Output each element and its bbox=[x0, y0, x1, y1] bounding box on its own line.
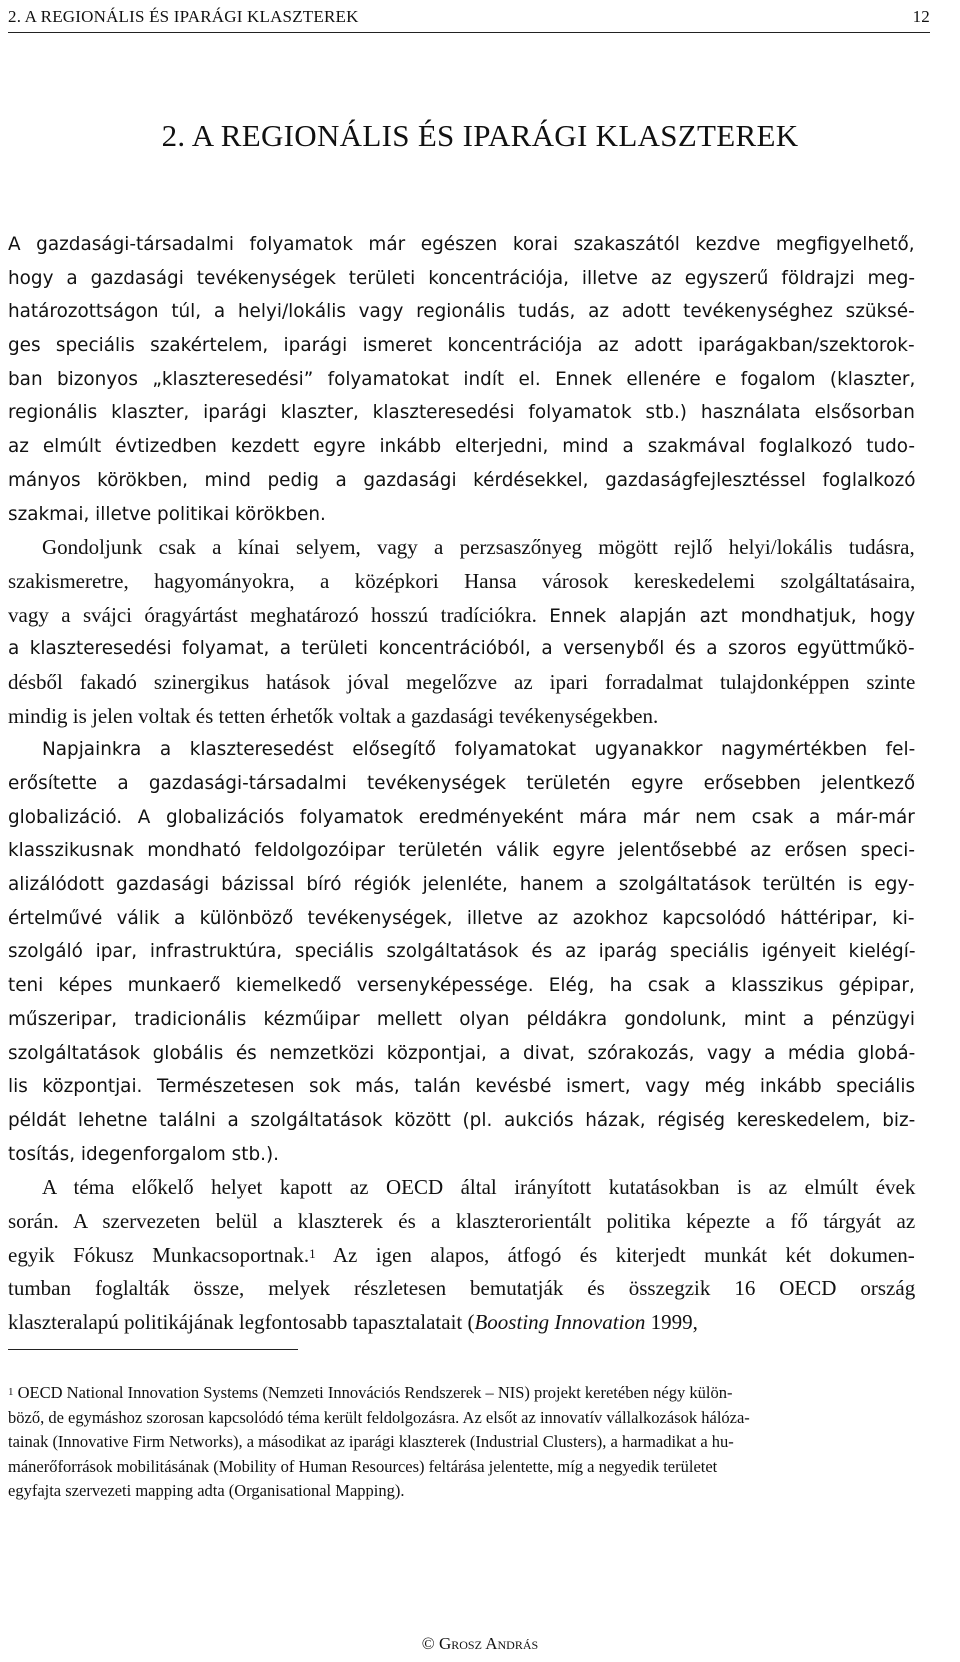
paragraph-2-line: Gondoljunk csak a kínai selyem, vagy a perzsaszőnyeg mögött rejlő helyi/lokális tudásra, bbox=[42, 535, 915, 560]
paragraph-2-line: szakismeretre, hagyományokra, a középkori Hansa városok kereskedelemi szolgáltatásaira, bbox=[8, 568, 916, 593]
paragraph-3-line: klasszikusnak mondható feldolgozóipar területén válik egyre jelentősebbé az erősen speci- bbox=[8, 840, 915, 862]
paragraph-3-line: globalizáció. A globalizációs folyamatok eredményeként mára már nem csak a már-már bbox=[8, 806, 915, 828]
footnote-line: egyfajta szervezeti mapping adta (Organisational Mapping). bbox=[8, 1481, 405, 1500]
paragraph-4-fragment: Az igen alapos, átfogó és kiterjedt munkát két dokumen- bbox=[315, 1242, 915, 1267]
paragraph-2-fragment: Ennek alapján azt mondhatjuk, hogy bbox=[549, 605, 916, 627]
paragraph-3-line: értelművé válik a különböző tevékenységek, illetve az azokhoz kapcsolódó háttéripar, ki- bbox=[8, 907, 915, 929]
footnote-line: böző, de egymáshoz szorosan kapcsolódó téma került feldolgozásra. Az elsőt az innovatív vállalkozások hálóza- bbox=[8, 1407, 750, 1427]
running-title: 2. A REGIONÁLIS ÉS IPARÁGI KLASZTEREK bbox=[8, 7, 359, 26]
footnote-fragment: OECD National Innovation Systems (Nemzeti Innovációs Rendszerek – NIS) projekt keretében négy külön- bbox=[13, 1383, 733, 1402]
paragraph-1-line: hogy a gazdasági tevékenységek területi koncentrációja, illetve az egyszerű földrajzi meg- bbox=[8, 267, 916, 289]
paragraph-4-fragment: egyik Fókusz Munkacsoportnak. bbox=[8, 1242, 310, 1267]
paragraph-3-line: teni képes munkaerő kiemelkedő versenyképessége. Elég, ha csak a klasszikus gépipar, bbox=[8, 975, 915, 997]
paragraph-4-line bbox=[8, 1306, 915, 1340]
paragraph-3-line: Napjainkra a klaszteresedést elősegítő folyamatokat ugyanakkor nagymértékben fel- bbox=[42, 739, 916, 761]
paragraph-1-line: ges speciális szakértelem, iparági ismeret koncentrációja az adott iparágakban/szektorok- bbox=[8, 335, 915, 357]
paragraph-1-line: mányos körökben, mind pedig a gazdasági kérdésekkel, gazdaságfejlesztéssel foglalkozó bbox=[8, 469, 916, 491]
paragraph-4-line: A téma előkelő helyet kapott az OECD által irányított kutatásokban is az elmúlt évek bbox=[42, 1175, 916, 1200]
paragraph-4-fragment: 1999, bbox=[645, 1310, 698, 1334]
footnote-line bbox=[8, 1381, 888, 1406]
footnote bbox=[8, 1381, 888, 1504]
paragraph-3-line: erősítette a gazdasági-társadalmi tevékenységek területén egyre erősebben jelentkező bbox=[8, 773, 916, 794]
paragraph-1-line: szakmai, illetve politikai körökben. bbox=[8, 503, 326, 525]
page-footer bbox=[0, 1631, 960, 1657]
paragraph-1-line: A gazdasági-társadalmi folyamatok már egészen korai szakaszától kezdve megfigyelhető, bbox=[8, 234, 915, 255]
paragraph-2-line: a klaszteresedési folyamat, a területi koncentrációból, a versenyből és a szoros együttműkö- bbox=[8, 638, 915, 660]
paragraph-2-line bbox=[8, 599, 915, 633]
paragraph-4-line: során. A szervezeten belül a klaszterek és a klaszterorientált politika képezte a fő tárgyát az bbox=[8, 1208, 916, 1233]
paragraph-4-line bbox=[8, 1239, 915, 1273]
paragraph-4-fragment: klaszteralapú politikájának legfontosabb tapasztalatait ( bbox=[8, 1310, 475, 1334]
paragraph-3-line: példát lehetne találni a szolgáltatások között (pl. aukciós házak, régiség kereskedelem, biz- bbox=[8, 1109, 916, 1131]
running-header bbox=[8, 4, 930, 33]
paragraph-4-line: tumban foglalták össze, melyek részletesen bemutatják és összegzik 16 OECD ország bbox=[8, 1276, 916, 1301]
page-number: 12 bbox=[912, 7, 930, 26]
paragraph-1-line: az elmúlt évtizedben kezdett egyre inkább elterjedni, mind a szakmával foglalkozó tudo- bbox=[8, 436, 916, 458]
copyright-symbol: © bbox=[421, 1634, 435, 1653]
paragraph-2-line: désből fakadó szinergikus hatások jóval megelőzve az ipari forradalmat tulajdonképpen szinte bbox=[8, 669, 916, 694]
footnote-divider bbox=[8, 1349, 298, 1350]
cited-title: Boosting Innovation bbox=[474, 1310, 646, 1334]
paragraph-3-line: szolgáltatások globális és nemzetközi központjai, a divat, szórakozás, vagy a média globá- bbox=[8, 1042, 916, 1064]
author-name: Grosz András bbox=[438, 1634, 539, 1653]
paragraph-3-line: alizálódott gazdasági bázissal bíró régiók jelenléte, hanem a szolgáltatások terültén is egy- bbox=[8, 874, 915, 896]
paragraph-2-line: mindig is jelen voltak és tetten érhetők voltak a gazdasági tevékenységekben. bbox=[8, 703, 659, 728]
footnote-marker: 1 bbox=[8, 1386, 14, 1398]
footnote-line: tainak (Innovative Firm Networks), a másodikat az iparági klaszterek (Industrial Clusters), a harmadikat a hu- bbox=[8, 1432, 734, 1451]
body-text bbox=[8, 228, 915, 1340]
footnote-reference[interactable]: 1 bbox=[309, 1245, 316, 1261]
paragraph-3-line: szolgáló ipar, infrastruktúra, speciális szolgáltatások és az iparág speciális igényeit kielégí- bbox=[8, 941, 916, 963]
paragraph-3-line: műszeripar, tradicionális kézműipar mellett olyan példákra gondolunk, mint a pénzügyi bbox=[8, 1008, 916, 1030]
paragraph-3-line: lis központjai. Természetesen sok más, talán kevésbé ismert, vagy még inkább speciális bbox=[8, 1076, 916, 1098]
paragraph-1-line: regionális klaszter, iparági klaszter, klaszteresedési folyamatok stb.) használata elsősorban bbox=[8, 402, 915, 424]
footnote-line: mánerőforrások mobilitásának (Mobility of Human Resources) feltárása jelentette, míg a negyedik területet bbox=[8, 1456, 718, 1476]
paragraph-1-line: ban bizonyos „klaszteresedési” folyamatokat indít el. Ennek ellenére e fogalom (klaszter, bbox=[8, 368, 916, 390]
paragraph-1-line: határozottságon túl, a helyi/lokális vagy regionális tudás, az adott tevékenységhez szüksé- bbox=[8, 301, 915, 323]
paragraph-3-line: tosítás, idegenforgalom stb.). bbox=[8, 1143, 280, 1165]
chapter-title: 2. A REGIONÁLIS ÉS IPARÁGI KLASZTEREK bbox=[161, 118, 799, 153]
paragraph-2-fragment: vagy a svájci óragyártást meghatározó hosszú tradíciókra. bbox=[8, 602, 537, 627]
